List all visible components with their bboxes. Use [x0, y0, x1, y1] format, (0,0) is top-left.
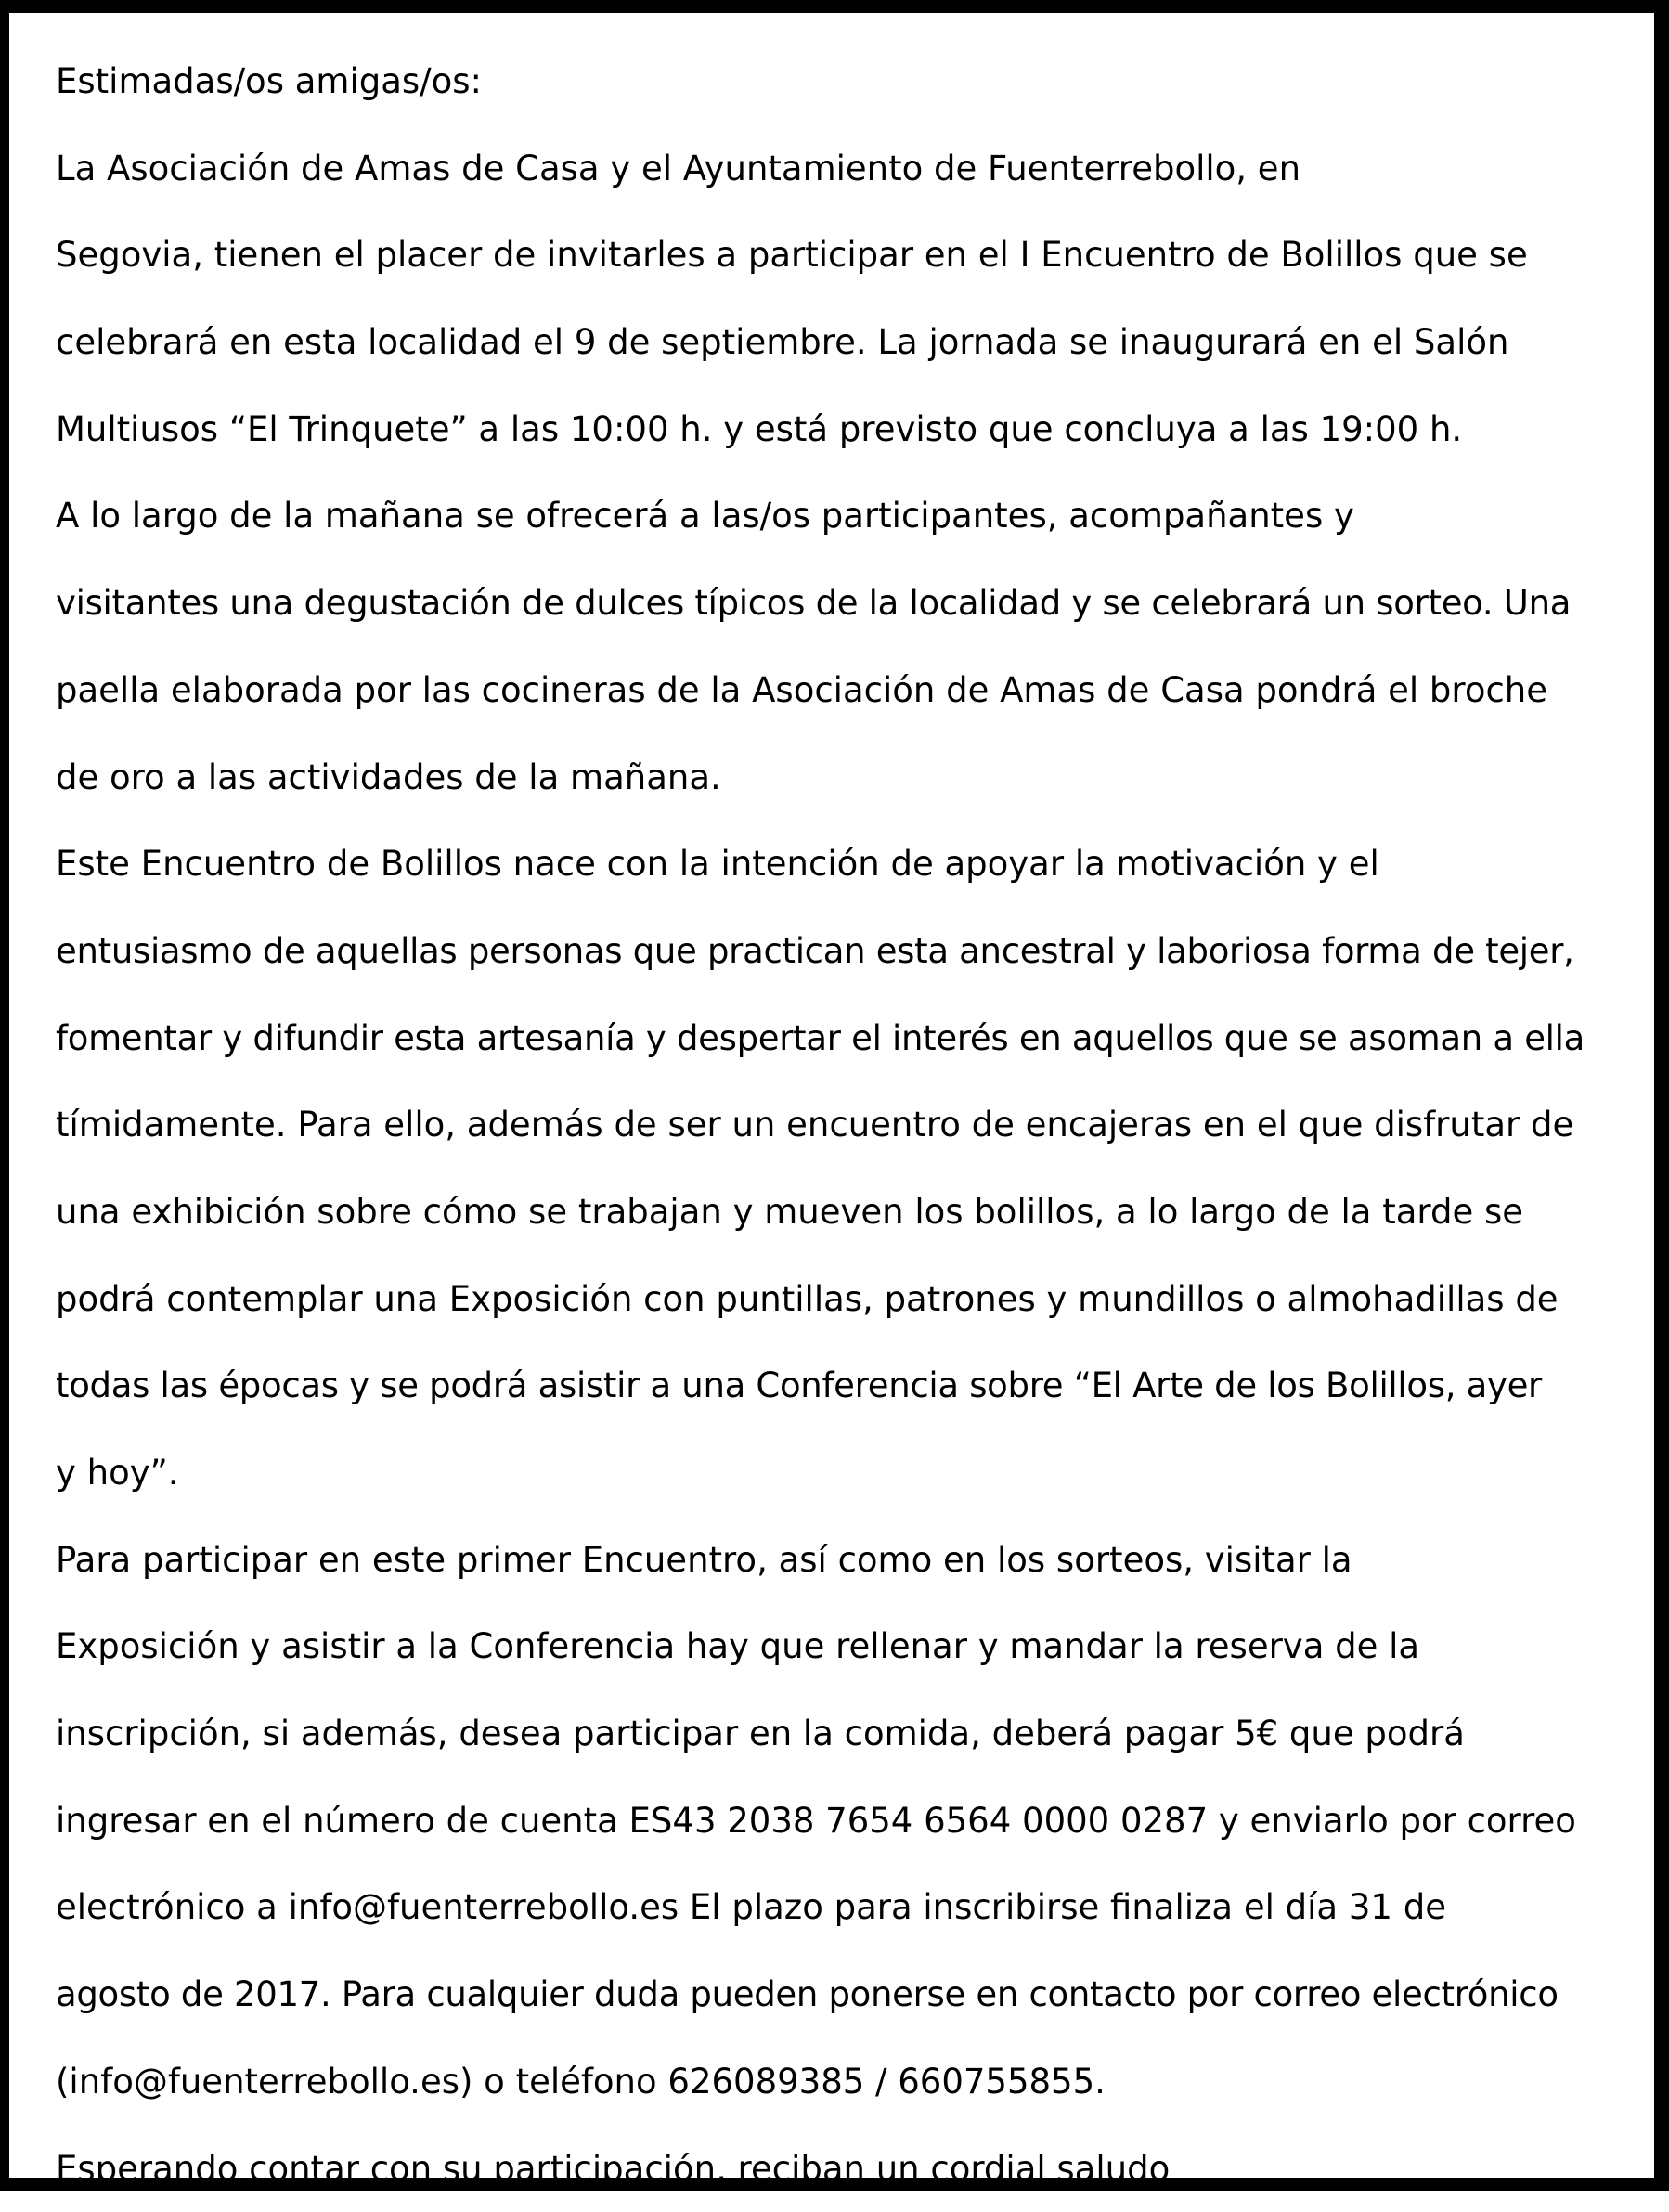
text-line: Segovia, tienen el placer de invitarles a participar en el I Encuentro de Bolillos que se: [56, 212, 1634, 299]
closing-line: Esperando contar con su participación, reciban un cordial saludo: [56, 2126, 1634, 2212]
text-line: Para participar en este primer Encuentro, así como en los sorteos, visitar la: [56, 1517, 1634, 1604]
text-line: ingresar en el número de cuenta ES43 2038 7654 6564 0000 0287 y enviarlo por correo: [56, 1778, 1634, 1865]
text-line: podrá contemplar una Exposición con puntillas, patrones y mundillos o almohadillas de: [56, 1256, 1634, 1343]
text-line: tímidamente. Para ello, además de ser un encuentro de encajeras en el que disfrutar de: [56, 1081, 1634, 1169]
text-line: entusiasmo de aquellas personas que practican esta ancestral y laboriosa forma de tejer,: [56, 908, 1634, 995]
text-line: (info@fuenterrebollo.es) o teléfono 626089385 / 660755855.: [56, 2038, 1634, 2126]
letter-body: [56, 38, 1634, 2212]
text-line: y hoy”.: [56, 1429, 1634, 1517]
text-line: La Asociación de Amas de Casa y el Ayuntamiento de Fuenterrebollo, en: [56, 125, 1634, 213]
text-line: inscripción, si además, desea participar en la comida, deberá pagar 5€ que podrá: [56, 1690, 1634, 1778]
salutation: Estimadas/os amigas/os:: [56, 38, 1634, 125]
text-line: A lo largo de la mañana se ofrecerá a las/os participantes, acompañantes y: [56, 472, 1634, 560]
text-line: agosto de 2017. Para cualquier duda pueden ponerse en contacto por correo electrónico: [56, 1951, 1634, 2038]
text-line: de oro a las actividades de la mañana.: [56, 734, 1634, 821]
text-line: visitantes una degustación de dulces típicos de la localidad y se celebrará un sorteo. Una: [56, 560, 1634, 647]
text-line: Exposición y asistir a la Conferencia hay que rellenar y mandar la reserva de la: [56, 1603, 1634, 1690]
text-line: paella elaborada por las cocineras de la Asociación de Amas de Casa pondrá el broche: [56, 647, 1634, 734]
text-line: una exhibición sobre cómo se trabajan y mueven los bolillos, a lo largo de la tarde se: [56, 1169, 1634, 1256]
text-line: electrónico a info@fuenterrebollo.es El plazo para inscribirse finaliza el día 31 de: [56, 1864, 1634, 1951]
text-line: celebrará en esta localidad el 9 de septiembre. La jornada se inaugurará en el Salón: [56, 299, 1634, 386]
text-line: Este Encuentro de Bolillos nace con la intención de apoyar la motivación y el: [56, 821, 1634, 908]
text-line: todas las épocas y se podrá asistir a una Conferencia sobre “El Arte de los Bolillos, ayer: [56, 1342, 1634, 1429]
text-line: fomentar y difundir esta artesanía y despertar el interés en aquellos que se asoman a ella: [56, 995, 1634, 1082]
text-line: Multiusos “El Trinquete” a las 10:00 h. y está previsto que concluya a las 19:00 h.: [56, 386, 1634, 473]
